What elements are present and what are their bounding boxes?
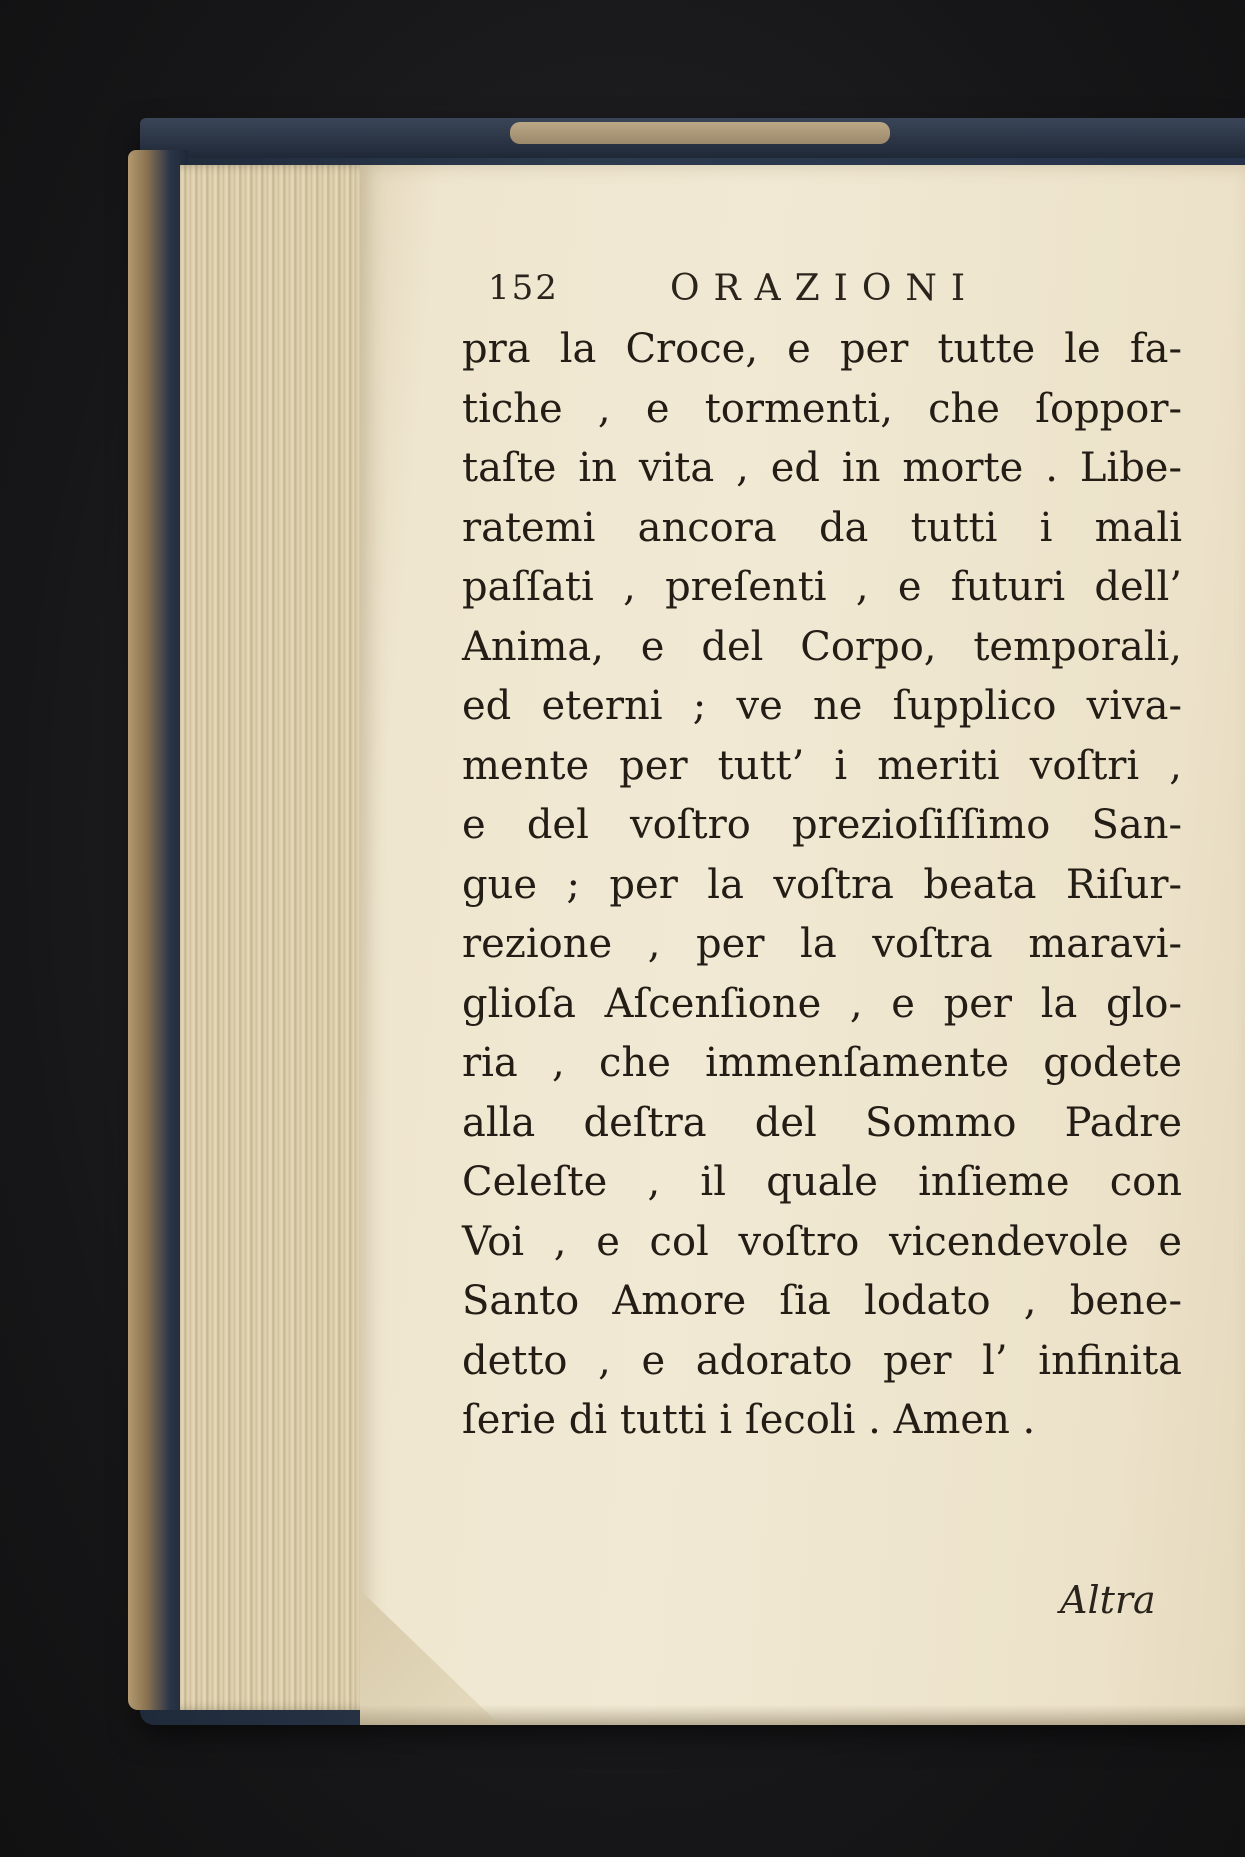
text-line: ratemi ancora da tutti i mali — [462, 504, 1182, 551]
text-line: rezione , per la voſtra maravi- — [462, 921, 1182, 967]
cover-wear-mark — [510, 122, 890, 144]
running-title: ORAZIONI — [670, 268, 980, 309]
text-line: ria , che immenſamente godete — [462, 1040, 1182, 1086]
catchword: Altra — [1060, 1578, 1156, 1622]
text-line: glioſa Aſcenſione , e per la glo- — [462, 980, 1182, 1027]
page-number: 152 — [488, 268, 559, 308]
text-line: Voi , e col voſtro vicendevole e — [462, 1218, 1182, 1265]
text-line: Santo Amore ſia lodato , bene- — [462, 1278, 1182, 1324]
text-line: ſerie di tutti i ſecoli . Amen . — [462, 1397, 1036, 1443]
body-text — [462, 320, 1182, 1451]
text-line: alla deſtra del Sommo Padre — [462, 1099, 1182, 1146]
text-line: ed eterni ; ve ne ſupplico viva- — [462, 683, 1182, 729]
text-line: tiche , e tormenti, che ſoppor- — [462, 385, 1182, 432]
page-header — [488, 268, 1048, 318]
text-line: Anima, e del Corpo, temporali, — [462, 623, 1182, 670]
text-line: mente per tutt’ i meriti voſtri , — [462, 742, 1182, 789]
text-line: paſſati , preſenti , e futuri dell’ — [462, 564, 1182, 610]
page-edges-stack — [180, 165, 370, 1710]
text-line: pra la Croce, e per tutte le fa- — [462, 326, 1182, 372]
text-line: Celeſte , il quale inſieme con — [462, 1159, 1182, 1205]
page-bottom-shadow — [360, 1705, 1245, 1725]
text-line: e del voſtro prezioſiſſimo San- — [462, 802, 1182, 848]
text-line: gue ; per la voſtra beata Riſur- — [462, 861, 1182, 908]
text-line: detto , e adorato per l’ infinita — [462, 1337, 1182, 1384]
text-line: taſte in vita , ed in morte . Libe- — [462, 445, 1182, 491]
book-spine-binding — [128, 150, 188, 1710]
